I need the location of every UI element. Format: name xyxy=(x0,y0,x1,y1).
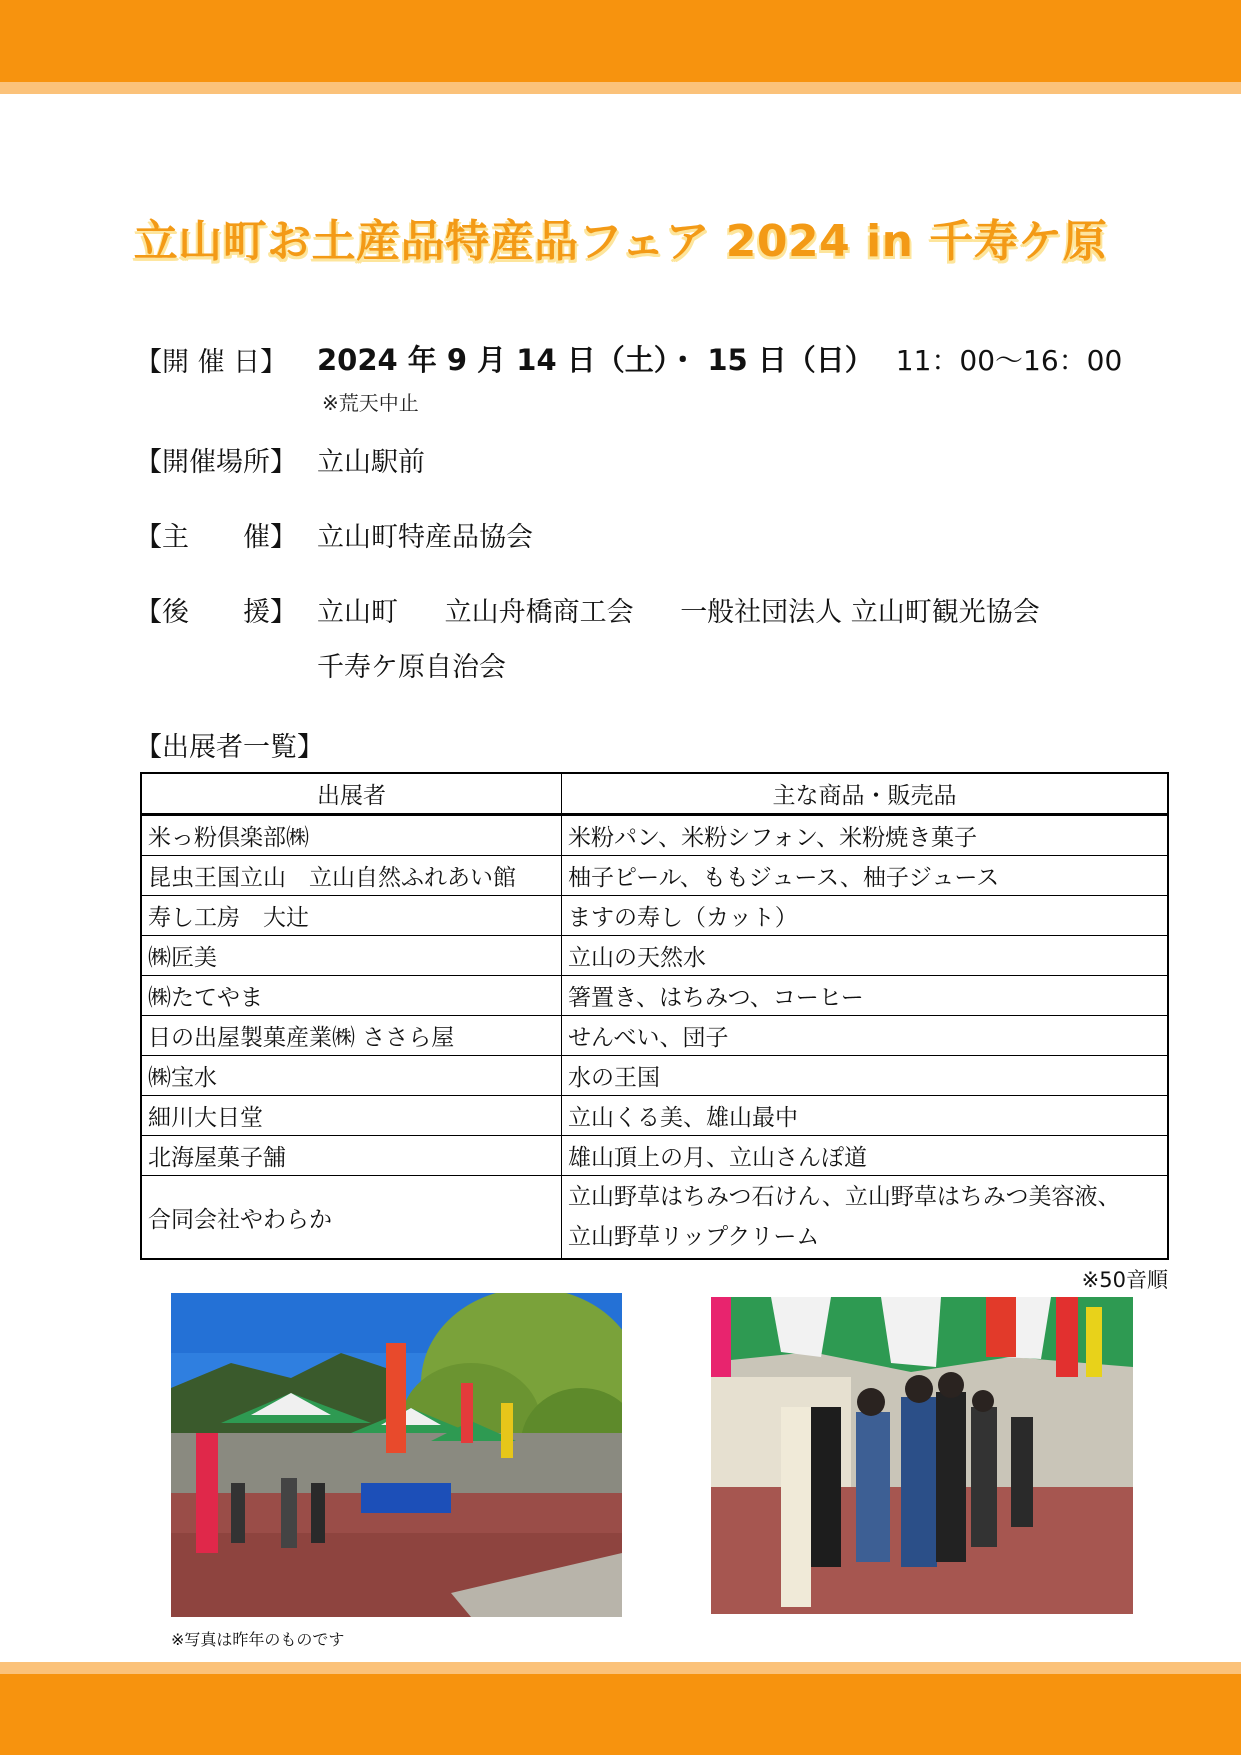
venue-value: 立山駅前 xyxy=(317,447,425,478)
exhibitor-name: 昆虫王国立山 立山自然ふれあい館 xyxy=(141,856,562,896)
exhibitor-name: 細川大日堂 xyxy=(141,1096,562,1136)
order-note: ※50音順 xyxy=(1081,1268,1168,1292)
products-line-1: 立山野草はちみつ石けん、立山野草はちみつ美容液、 xyxy=(568,1184,1121,1210)
table-row xyxy=(141,1056,1168,1096)
table-row xyxy=(141,1136,1168,1176)
exhibitor-name: ㈱宝水 xyxy=(141,1056,562,1096)
bottom-light-band xyxy=(0,1662,1241,1674)
supporter-item: 立山舟橋商工会 xyxy=(444,597,634,628)
organizer-value: 立山町特産品協会 xyxy=(317,522,533,553)
supporters-list xyxy=(317,590,1078,629)
date-text: 2024 年 9 月 14 日（土）・ 15 日（日） xyxy=(317,343,874,377)
venue-label: 【開催場所】 xyxy=(135,447,297,478)
top-light-band xyxy=(0,82,1241,94)
exhibitor-heading: 【出展者一覧】 xyxy=(135,732,324,763)
photo-note: ※写真は昨年のものです xyxy=(171,1630,345,1649)
supporter-item: 一般社団法人 立山町観光協会 xyxy=(680,597,1040,628)
exhibitor-products: 雄山頂上の月、立山さんぽ道 xyxy=(562,1136,1169,1176)
exhibitor-name: ㈱匠美 xyxy=(141,936,562,976)
page-title: 立山町お土産品特産品フェア 2024 in 千寿ケ原 xyxy=(133,216,1108,267)
exhibitor-products: 米粉パン、米粉シフォン、米粉焼き菓子 xyxy=(562,815,1169,856)
event-photo-2 xyxy=(711,1297,1133,1614)
exhibitor-products: 立山の天然水 xyxy=(562,936,1169,976)
exhibitor-name: 米っ粉倶楽部㈱ xyxy=(141,815,562,856)
exhibitor-name: 日の出屋製菓産業㈱ ささら屋 xyxy=(141,1016,562,1056)
table-row xyxy=(141,936,1168,976)
supporter-line2: 千寿ケ原自治会 xyxy=(317,652,506,683)
organizer-label: 【主 催】 xyxy=(135,522,297,553)
table-row xyxy=(141,815,1168,856)
table-row xyxy=(141,896,1168,936)
table-row xyxy=(141,856,1168,896)
exhibitor-products xyxy=(562,1176,1169,1260)
table-row xyxy=(141,1096,1168,1136)
bottom-orange-band xyxy=(0,1674,1241,1755)
table-header-row xyxy=(141,773,1168,815)
event-photo-1 xyxy=(171,1293,622,1617)
products-line-2: 立山野草リップクリーム xyxy=(568,1224,820,1250)
exhibitor-products: 箸置き、はちみつ、コーヒー xyxy=(562,976,1169,1016)
exhibitor-products: ますの寿し（カット） xyxy=(562,896,1169,936)
exhibitor-name: ㈱たてやま xyxy=(141,976,562,1016)
date-label: 【開 催 日】 xyxy=(135,347,288,378)
exhibitor-products: せんべい、団子 xyxy=(562,1016,1169,1056)
column-header-products: 主な商品・販売品 xyxy=(562,773,1169,815)
date-value xyxy=(317,338,1122,379)
top-orange-band xyxy=(0,0,1241,82)
exhibitor-products: 柚子ピール、ももジュース、柚子ジュース xyxy=(562,856,1169,896)
time-text: 11：00〜16：00 xyxy=(895,344,1123,377)
table-row xyxy=(141,976,1168,1016)
column-header-exhibitor: 出展者 xyxy=(141,773,562,815)
supporter-item: 立山町 xyxy=(317,597,398,628)
exhibitor-name: 北海屋菓子舗 xyxy=(141,1136,562,1176)
exhibitor-products: 立山くる美、雄山最中 xyxy=(562,1096,1169,1136)
supporters-label: 【後 援】 xyxy=(135,597,297,628)
table-row xyxy=(141,1176,1168,1260)
table-row xyxy=(141,1016,1168,1056)
exhibitor-products: 水の王国 xyxy=(562,1056,1169,1096)
exhibitor-table xyxy=(140,772,1169,1260)
exhibitor-name: 合同会社やわらか xyxy=(141,1176,562,1260)
weather-note: ※荒天中止 xyxy=(322,391,419,415)
exhibitor-name: 寿し工房 大辻 xyxy=(141,896,562,936)
